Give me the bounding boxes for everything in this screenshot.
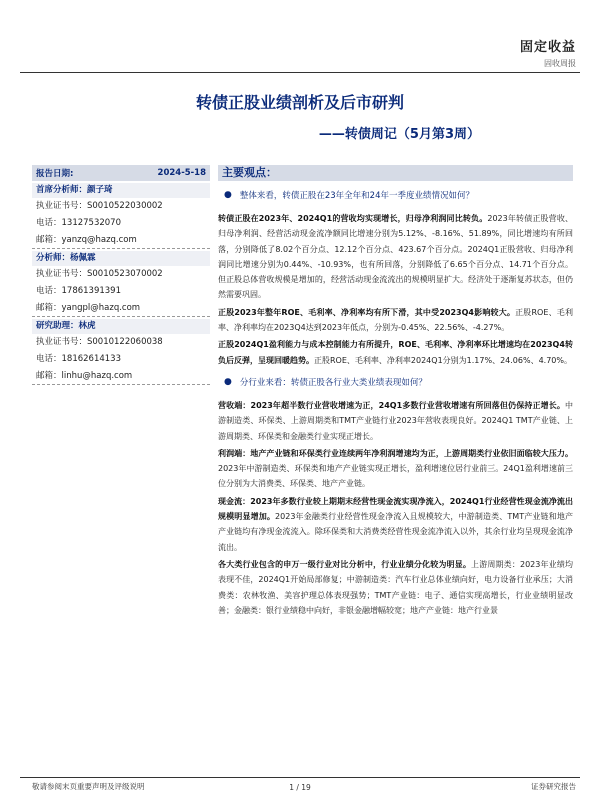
analyst-email[interactable]: 邮箱：yanzq@hazq.com [32,232,210,249]
paragraph [218,446,573,492]
paragraph-lead: 正股2024Q1盈利能力与成本控制能力有所提升，ROE、毛利率、净利率环比增速均在2023Q4转负后反弹，呈现回暖趋势。 [218,340,573,365]
analyst-email[interactable]: 邮箱：yangpl@hazq.com [32,300,210,317]
paragraph [218,337,573,368]
analyst-heading: 研究助理：林虎 [32,319,210,334]
paragraph-lead: 利润端：地产产业链和环保类行业连续两年净利润增速均为正，上游周期类行业依旧面临较大压力。 [218,448,573,458]
section-bullet [224,376,573,388]
report-date-bar [32,165,210,181]
analyst-phone: 电话：18162614133 [36,354,121,364]
report-category: 固定收益 [519,40,576,55]
analyst-heading: 分析师：杨佩霖 [32,251,210,266]
page-subtitle: ——转债周记（5月第3周） [318,127,480,142]
analyst-phone: 电话：13127532070 [36,218,121,228]
paragraph-lead: 各大类行业包含的申万一级行业对比分析中，行业业绩分化较为明显。 [218,559,472,569]
report-date-label: 报告日期: [36,169,74,179]
analyst-phone: 电话：17861391391 [36,286,121,296]
paragraph-body: 2023年金融类行业经营性现金净流入且规模较大，中游制造类、TMT产业链和地产产业链均有净现金流流入。除环保类和大消费类经营性现金流净流入以外，其余行业均呈现现金流净流出。 [218,512,573,552]
analyst-license: 执业证书号：S0010522030002 [36,201,163,211]
paragraph-body: 2023年中游制造类、环保类和地产产业链实现正增长，盈利增速位居行业前三。24Q1盈利增速前三位分别为大消费类、环保类、地产产业链。 [218,464,573,489]
bullet-icon: ● [224,376,232,387]
page-title: 转债正股业绩剖析及后市研判 [195,93,404,112]
section-bullet [224,189,573,201]
header-divider [20,72,580,73]
footer-divider [20,777,580,778]
paragraph-lead: 现金流：2023年多数行业较上期期末经营性现金流实现净流入，2024Q1行业经营性现金流净流出规模明显增加。 [218,496,573,522]
main-points-section [218,165,573,620]
report-header [520,36,576,69]
paragraph-body: 中游制造类、环保类、上游周期类和TMT产业链行业2023年营收表现良好。2024Q1 TMT产业链、上游周期类、环保类和金融类行业实现正增长。 [218,400,573,441]
report-date: 2024-5-18 [157,168,206,178]
paragraph-body: 正股ROE、毛利率、净利率2024Q1分别为1.17%、24.06%、4.70%。 [314,355,572,365]
paragraph [218,211,573,303]
paragraph [218,494,573,555]
footer-publisher: 证券研究报告 [531,782,576,791]
analyst-email[interactable]: 邮箱：linhu@hazq.com [32,368,210,385]
paragraph [218,557,573,618]
bullet-icon: ● [224,190,232,200]
main-points-heading: 主要观点： [218,165,573,181]
analyst-heading: 首席分析师：颜子琦 [32,183,210,198]
bullet-text: 分行业来看：转债正股各行业大类业绩表现如何？ [239,377,427,388]
paragraph-body: 2023年转债正股营收、归母净利润、经营活动现金流净额同比增速分别为5.12%、-8.16%、51.89%，同比增速均有所回落，分别降低了8.02个百分点、12.12个百分点、423.67个百分点。2024Q1正股营收、归母净利润同比增速分别为0.44%、-10.93%，也有所回落，分别降低了6.65个百分点、14.71个百分点。但正股总体营收规模是增加的，经营活动现金流流出的规模明显扩大。经济处于逐渐复苏状态，但仍然需要巩固。 [218,214,573,300]
paragraph-body: 正股ROE、毛利率、净利率均在2023Q4达到2023年低点，分别为-0.45%、22.56%、-4.27%。 [218,307,573,333]
footer-disclaimer: 敬请参阅末页重要声明及评级说明 [32,782,145,791]
paragraph-lead: 正股2023年整年ROE、毛利率、净利率均有所下滑，其中受2023Q4影响较大。 [218,307,516,317]
report-info-panel [32,165,210,385]
bullet-text: 整体来看，转债正股在23年全年和24年一季度业绩情况如何？ [239,191,474,201]
paragraph [218,305,573,336]
paragraph-lead: 营收端：2023年超半数行业营收增速为正，24Q1多数行业营收增速有所回落但仍保持正增长。 [218,400,565,410]
report-type: 固收周报 [544,59,576,68]
analyst-license: 执业证书号：S0010122060038 [36,337,163,347]
page-number: 1 / 19 [289,783,311,792]
analyst-license: 执业证书号：S0010523070002 [36,269,163,279]
paragraph-body: 上游周期类：2023年业绩均表现不佳，2024Q1开始局部修复；中游制造类：汽车行业总体业绩向好，电力设备行业承压；大消费类：农林牧渔、美容护理总体表现强势；TMT产业链：电子、通信实现高增长，行业业绩明显改善；金融类：银行业绩稳中向好，非银金融增幅较宽；地产产业链：地产行业景 [218,559,574,615]
paragraph [218,398,573,444]
paragraph-lead: 转债正股在2023年、2024Q1的营收均实现增长，归母净利润同比转负。 [218,214,488,223]
